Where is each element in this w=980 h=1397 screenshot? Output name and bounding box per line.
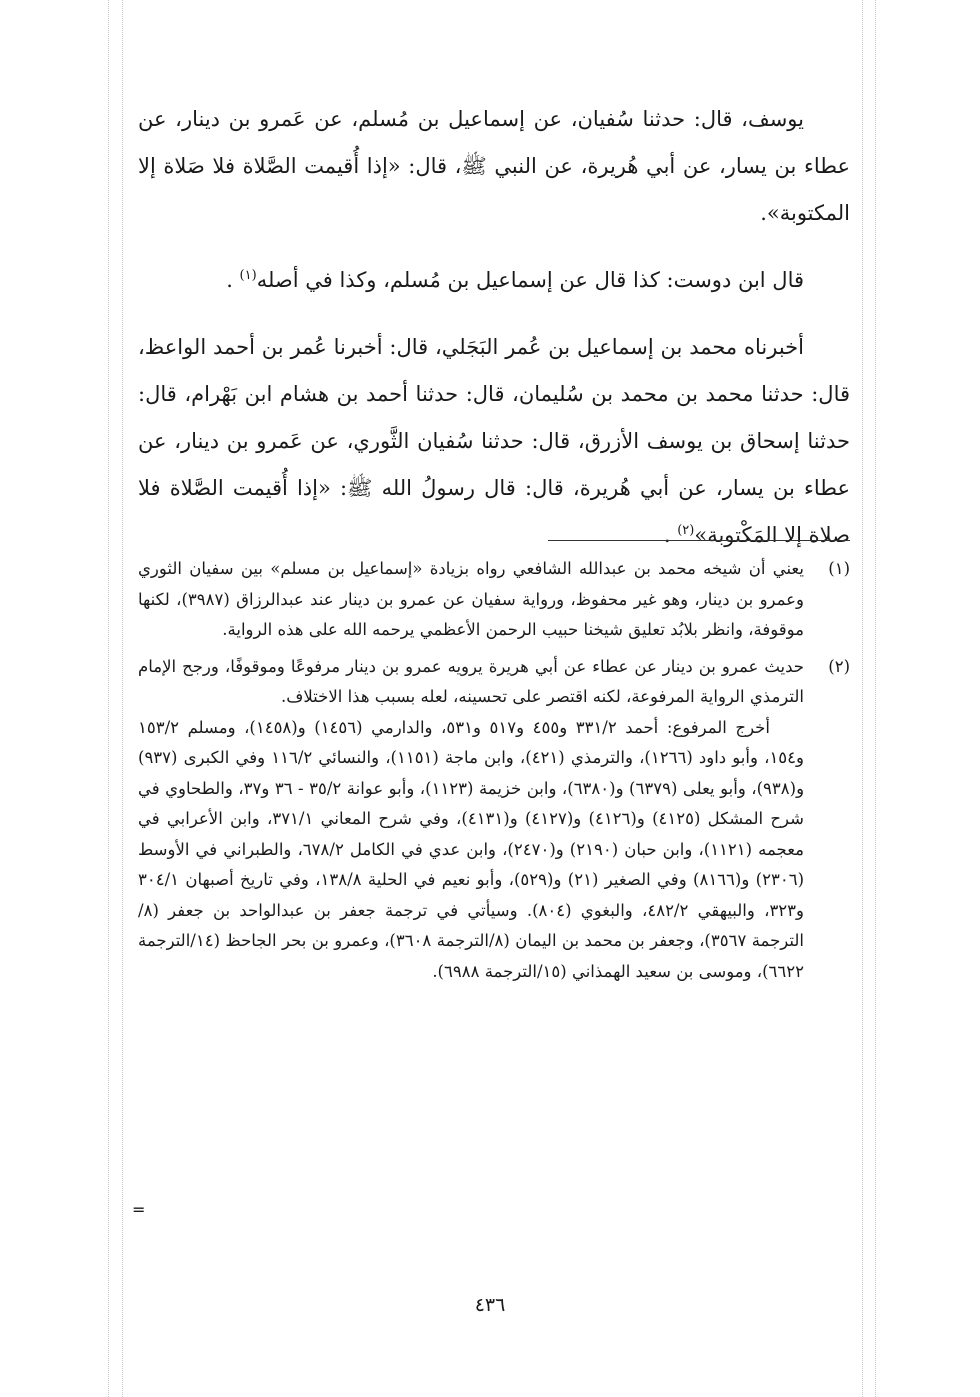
footnote-number: (١) [828,559,850,578]
paragraph [138,324,850,559]
footnote [138,554,850,646]
footnote-ref[interactable]: (١) [239,268,257,283]
main-text [138,96,850,579]
footnote-paragraph: يعني أن شيخه محمد بن عبدالله الشافعي رواه بزيادة «إسماعيل بن مسلم» بين سفيان الثوري وعمرو بن دينار، وهو غير محفوظ، ورواية سفيان عن عمرو بن دينار عند عبدالرزاق (٣٩٨٧)، لكنها موقوفة، وانظر بلابُد تعليق شيخنا حبيب الرحمن الأعظمي يرحمه الله على هذه الرواية. [138,559,804,639]
scan-artifact-line [875,0,876,1397]
paragraph-text: أخبرناه محمد بن إسماعيل بن عُمر البَجَلي، قال: أخبرنا عُمر بن أحمد الواعظ، قال: حدثنا محمد بن محمد بن سُليمان، قال: حدثنا أحمد بن هشام ابن بَهْرام، قال: حدثنا إسحاق بن يوسف الأزرق، قال: حدثنا سُفيان الثَّوري، عن عَمرو بن دينار، عن عطاء بن يسار، عن أبي هُريرة، قال: قال رسولُ الله ﷺ: «إذا أُقيمت الصَّلاة فلا صلاة إلا المَكْتوبة» [138,335,850,547]
scan-artifact-line [862,0,863,1397]
footnote [138,652,850,988]
paragraph [138,257,850,304]
footnote-body [138,652,804,988]
footnote-paragraph: أخرج المرفوع: أحمد ٣٣١/٢ و٤٥٥ و٥١٧ و٥٣١، والدارمي (١٤٥٦) و(١٤٥٨)، ومسلم ١٥٣/٢ و١٥٤، وأبو داود (١٢٦٦)، والترمذي (٤٢١)، وابن ماجة (١١٥١)، والنسائي ١١٦/٢ وفي الكبرى (٩٣٧) و(٩٣٨)، وأبو يعلى (٦٣٧٩) و(٦٣٨٠)، وابن خزيمة (١١٢٣)، وأبو عوانة ٣٥/٢ - ٣٦ و٣٧، والطحاوي في شرح المشكل (٤١٢٥) و(٤١٢٦) و(٤١٢٧) و(٤١٣١)، وفي شرح المعاني ٣٧١/١، وابن الأعرابي في معجمه (١١٢١)، وابن حبان (٢١٩٠) و(٢٤٧٠)، وابن عدي في الكامل ٦٧٨/٢، والطبراني في الأوسط (٢٣٠٦) و(٨١٦٦) وفي الصغير (٢١) و(٥٢٩)، وأبو نعيم في الحلية ١٣٨/٨، وفي تاريخ أصبهان ٣٠٤/١ و٣٢٣، والبيهقي ٤٨٢/٢، والبغوي (٨٠٤). وسيأتي في ترجمة جعفر بن عبدالواحد بن جعفر (٨/الترجمة ٣٥٦٧)، وجعفر بن محمد بن اليمان (٨/الترجمة ٣٦٠٨)، وعمرو بن بحر الجاحظ (١٤/الترجمة ٦٦٢٢)، وموسى بن سعيد الهمذاني (١٥/الترجمة ٦٩٨٨). [138,717,805,981]
paragraph [138,96,850,237]
footnote-body [138,554,804,646]
page-number: ٤٣٦ [474,1294,506,1316]
footnote-ref[interactable]: (٢) [677,523,695,538]
footnote-paragraph: حديث عمرو بن دينار عن عطاء عن أبي هريرة يرويه عمرو بن دينار مرفوعًا وموقوفًا، ورجح الإمام الترمذي الرواية المرفوعة، لكنه اقتصر على تحسينه، لعله بسبب هذا الاختلاف. [138,656,804,706]
scan-artifact-line [122,0,123,1397]
footnote-number: (٢) [828,656,850,676]
paragraph-text: يوسف، قال: حدثنا سُفيان، عن إسماعيل بن مُسلم، عن عَمرو بن دينار، عن عطاء بن يسار، عن أبي هُريرة، عن النبي ﷺ، قال: «إذا أُقيمت الصَّلاة فلا صَلاة إلا المكتوبة». [138,107,850,225]
continuation-mark: = [132,1200,146,1219]
paragraph-text: قال ابن دوست: كذا قال عن إسماعيل بن مُسلم، وكذا في أصله [256,268,804,292]
paragraph-trail: . [663,523,678,547]
footnotes [138,554,850,993]
footnote-separator [548,540,850,541]
paragraph-trail: . [226,268,240,292]
scan-artifact-line [108,0,109,1397]
